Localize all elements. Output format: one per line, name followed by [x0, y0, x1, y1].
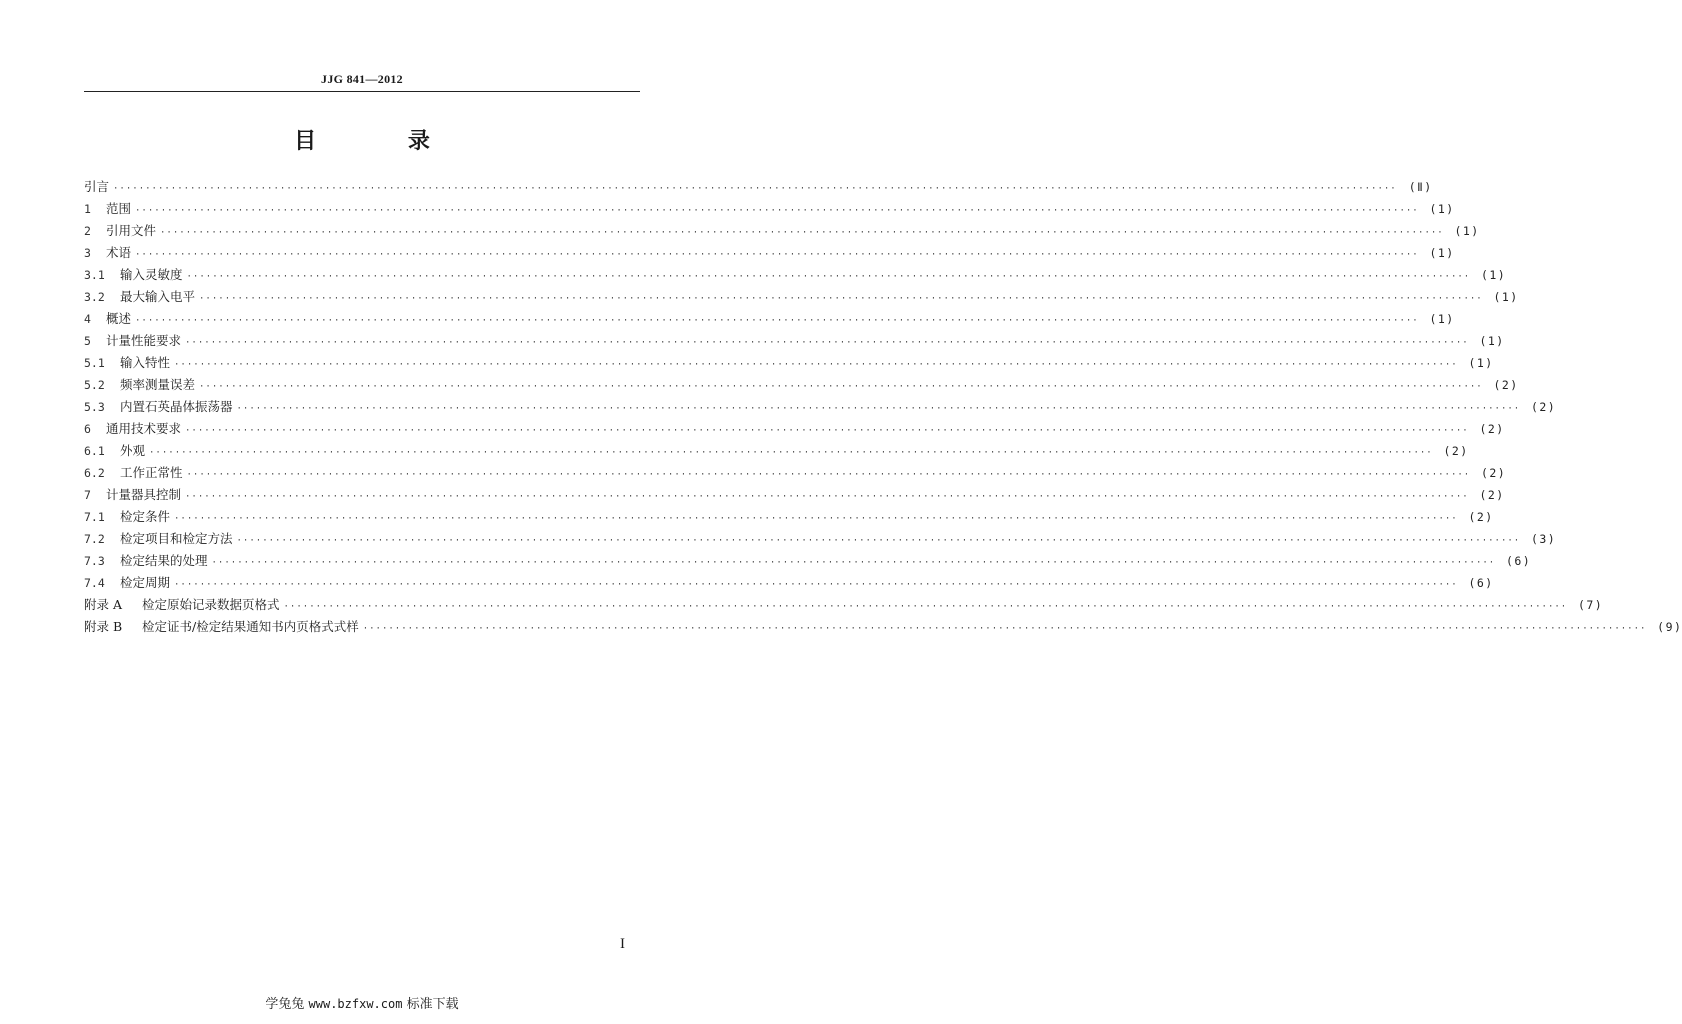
toc-entry-page: (1)	[1480, 268, 1507, 282]
toc-entry-number: 附录 A	[84, 597, 123, 612]
toc-dot-leader: ········································································································································································································	[160, 228, 1444, 238]
toc-entry-page: (2)	[1479, 422, 1505, 436]
standard-code-header: JJG 841—2012	[321, 72, 403, 86]
toc-entry-label: 引用文件	[106, 223, 157, 238]
header-divider	[84, 91, 640, 92]
toc-entry-label: 检定周期	[120, 575, 171, 590]
toc-dot-leader: ········································································································································································································	[113, 184, 1397, 194]
toc-entry-number: 5.3	[84, 400, 105, 414]
toc-entry[interactable]	[84, 374, 1519, 396]
toc-entry-label: 内置石英晶体振荡器	[120, 399, 233, 414]
toc-entry[interactable]	[84, 440, 1469, 462]
toc-entry[interactable]	[84, 198, 1455, 220]
toc-dot-leader: ········································································································································································································	[149, 448, 1433, 458]
toc-dot-leader: ········································································································································································································	[174, 580, 1458, 590]
toc-entry-number: 7.1	[84, 510, 105, 524]
toc-entry-label: 最大输入电平	[120, 289, 196, 304]
toc-entry-number: 5.2	[84, 378, 105, 392]
toc-entry-number: 6	[84, 422, 91, 436]
toc-entry-label: 检定条件	[120, 509, 171, 524]
toc-entry-label: 输入特性	[120, 355, 171, 370]
toc-dot-leader: ········································································································································································································	[199, 294, 1483, 304]
toc-entry-label: 计量器具控制	[106, 487, 182, 502]
toc-entry[interactable]	[84, 352, 1494, 374]
toc-entry-page: (9)	[1657, 620, 1682, 634]
footer-tagline: 标准下载	[406, 997, 459, 1012]
toc-entry-page: (1)	[1493, 290, 1519, 304]
toc-entry-page: (1)	[1454, 224, 1480, 238]
toc-dot-leader: ········································································································································································································	[174, 514, 1458, 524]
toc-entry[interactable]	[84, 242, 1455, 264]
toc-dot-leader: ········································································································································································································	[135, 316, 1419, 326]
toc-dot-leader: ········································································································································································································	[283, 602, 1568, 612]
toc-entry-number: 7	[84, 488, 91, 502]
toc-entry[interactable]	[84, 572, 1494, 594]
toc-entry-number: 5	[84, 334, 91, 348]
toc-entry-label: 术语	[106, 245, 132, 260]
toc-entry[interactable]	[84, 550, 1532, 572]
toc-entry[interactable]	[84, 484, 1505, 506]
toc-entry[interactable]	[84, 594, 1604, 616]
page-title: 目 录	[294, 129, 472, 154]
toc-entry-page: (6)	[1468, 576, 1494, 590]
toc-entry[interactable]	[84, 330, 1505, 352]
toc-entry-label: 检定项目和检定方法	[120, 531, 233, 546]
toc-entry[interactable]	[84, 286, 1519, 308]
toc-entry[interactable]	[84, 462, 1507, 484]
toc-entry-number: 附录 B	[84, 619, 123, 634]
toc-entry[interactable]	[84, 264, 1507, 286]
toc-entry-page: (7)	[1577, 598, 1604, 612]
toc-entry-page: (1)	[1429, 202, 1455, 216]
toc-dot-leader: ········································································································································································································	[185, 426, 1469, 436]
toc-entry-label: 检定证书/检定结果通知书内页格式式样	[142, 619, 359, 634]
table-of-contents	[84, 176, 1682, 638]
toc-entry-page: (2)	[1530, 400, 1557, 414]
toc-dot-leader: ········································································································································································································	[199, 382, 1483, 392]
toc-entry-label: 输入灵敏度	[120, 267, 183, 282]
toc-entry-page: (2)	[1479, 488, 1505, 502]
footer-watermark	[0, 993, 724, 1012]
toc-entry-page: (Ⅱ)	[1408, 180, 1433, 194]
toc-dot-leader: ········································································································································································································	[211, 558, 1496, 568]
toc-entry-label: 计量性能要求	[106, 333, 182, 348]
toc-dot-leader: ········································································································································································································	[236, 404, 1521, 414]
toc-entry-page: (2)	[1493, 378, 1519, 392]
toc-entry-label: 概述	[106, 311, 132, 326]
toc-entry[interactable]	[84, 616, 1682, 638]
toc-dot-leader: ········································································································································································································	[236, 536, 1521, 546]
toc-entry-page: (2)	[1468, 510, 1494, 524]
toc-entry[interactable]	[84, 506, 1494, 528]
footer-site-name: 学兔兔	[265, 997, 305, 1012]
toc-entry[interactable]	[84, 528, 1557, 550]
toc-entry-number: 2	[84, 224, 91, 238]
toc-entry-number: 5.1	[84, 356, 105, 370]
toc-entry-page: (1)	[1479, 334, 1505, 348]
toc-entry-number: 6.1	[84, 444, 105, 458]
toc-entry-page: (2)	[1480, 466, 1507, 480]
toc-entry-page: (2)	[1443, 444, 1469, 458]
toc-entry-page: (1)	[1429, 246, 1455, 260]
toc-entry-number: 3	[84, 246, 91, 260]
toc-entry-page: (3)	[1530, 532, 1557, 546]
toc-entry-number: 7.3	[84, 554, 105, 568]
toc-entry-number: 6.2	[84, 466, 105, 480]
toc-entry-label: 范围	[106, 201, 132, 216]
toc-dot-leader: ········································································································································································································	[135, 250, 1419, 260]
toc-entry-number: 1	[84, 202, 91, 216]
toc-entry-number: 3.1	[84, 268, 105, 282]
toc-entry-label: 检定结果的处理	[120, 553, 208, 568]
toc-entry-label: 频率测量误差	[120, 377, 196, 392]
toc-entry-label: 通用技术要求	[106, 421, 182, 436]
toc-entry[interactable]	[84, 418, 1505, 440]
footer-url-link[interactable]: www.bzfxw.com	[308, 997, 403, 1011]
toc-dot-leader: ········································································································································································································	[186, 470, 1471, 480]
toc-entry-page: (1)	[1429, 312, 1455, 326]
toc-entry[interactable]	[84, 308, 1455, 330]
toc-entry-label: 外观	[120, 443, 146, 458]
toc-entry[interactable]	[84, 176, 1433, 198]
toc-entry-label: 工作正常性	[120, 465, 183, 480]
toc-entry-page: (1)	[1468, 356, 1494, 370]
toc-dot-leader: ········································································································································································································	[185, 492, 1469, 502]
toc-dot-leader: ········································································································································································································	[135, 206, 1419, 216]
toc-dot-leader: ········································································································································································································	[186, 272, 1471, 282]
toc-entry-number: 3.2	[84, 290, 105, 304]
toc-entry[interactable]	[84, 220, 1480, 242]
toc-entry-label: 检定原始记录数据页格式	[142, 597, 280, 612]
page-number: I	[620, 936, 625, 952]
toc-entry-page: (6)	[1505, 554, 1532, 568]
toc-entry-number: 7.4	[84, 576, 105, 590]
toc-dot-leader: ········································································································································································································	[362, 624, 1647, 634]
toc-entry-number: 7.2	[84, 532, 105, 546]
toc-entry[interactable]	[84, 396, 1557, 418]
toc-dot-leader: ········································································································································································································	[174, 360, 1458, 370]
toc-entry-number: 4	[84, 312, 91, 326]
toc-entry-label: 引言	[84, 179, 110, 194]
toc-dot-leader: ········································································································································································································	[185, 338, 1469, 348]
